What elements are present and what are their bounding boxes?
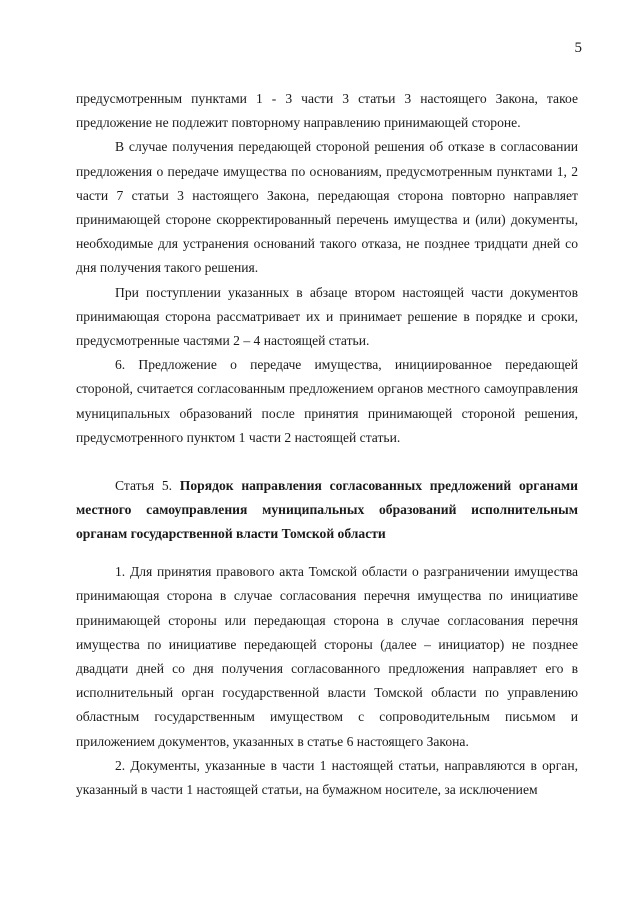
paragraph-continuation: предусмотренным пунктами 1 - 3 части 3 статьи 3 настоящего Закона, такое предложение не подлежит повторному направлению принимающей стороне. (76, 91, 578, 131)
article-5-label: Статья 5. (115, 478, 173, 494)
paragraph-repeat-submission: В случае получения передающей стороной решения об отказе в согласовании предложения о передаче имущества по основаниям, предусмотренным пунктами 1, 2 части 7 статьи 3 настоящего Закона, передающая сторона повторно направляет принимающей стороне скорректированный перечень имущества и (или) документы, необходимые для устранения оснований такого отказа, не позднее тридцати дней со дня получения такого решения. (76, 139, 578, 276)
article-5-title: Порядок направления согласованных предложений органами местного самоуправления муниципальных образований исполнительным органам государственной власти Томской области (76, 478, 578, 542)
paragraph-part-6: 6. Предложение о передаче имущества, инициированное передающей стороной, считается согласованным предложением органов местного самоуправления муниципальных образований после принятия принимающей стороной решения, предусмотренного пунктом 1 части 2 настоящей статьи. (76, 357, 578, 445)
article-5-part-2: 2. Документы, указанные в части 1 настоящей статьи, направляются в орган, указанный в части 1 настоящей статьи, на бумажном носителе, за исключением (76, 757, 578, 798)
article-5-heading (76, 474, 578, 547)
document-body (76, 87, 578, 802)
article-5-part-1: 1. Для принятия правового акта Томской области о разграничении имущества принимающая сторона в случае согласования перечня имущества по инициативе принимающей стороны или передающая сторона в случае согласования перечня имущества по инициативе передающей стороны (далее – инициатор) не позднее двадцати дней со дня получения согласованного предложения направляет его в исполнительный орган государственной власти Томской области по управлению областным государственным имуществом с сопроводительным письмом и приложением документов, указанных в статье 6 настоящего Закона. (76, 564, 578, 749)
page-number: 5 (574, 40, 582, 56)
paragraph-review-procedure: При поступлении указанных в абзаце втором настоящей части документов принимающая сторона рассматривает их и принимает решение в порядке и сроки, предусмотренные частями 2 – 4 настоящей статьи. (76, 284, 578, 349)
